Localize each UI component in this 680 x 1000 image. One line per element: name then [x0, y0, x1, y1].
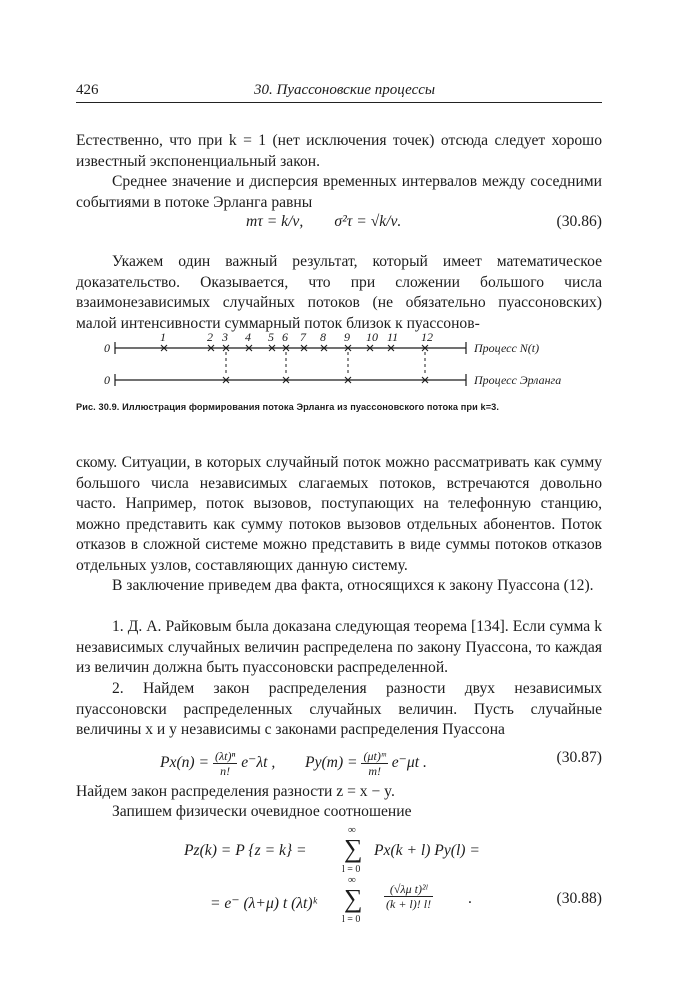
event-label-12: 12 — [421, 330, 433, 344]
sum-sign-2: ∑ — [344, 884, 363, 913]
equation-tag: (30.87) — [556, 749, 602, 766]
px-denominator: n! — [220, 764, 231, 778]
process-n-label: Процесс N(t) — [474, 341, 540, 355]
event-label-2: 2 — [207, 330, 213, 344]
paragraph-1: Естественно, что при k = 1 (нет исключения точек) отсюда следует хорошо известный экспоненциальный закон. — [76, 132, 602, 170]
paragraph-6: 1. Д. А. Райковым была доказана следующая теорема [134]. Если сумма k независимых случайных величин распределена по закону Пуассона, то каждая из величин должна быть пуассоновски распределенной. — [76, 618, 602, 676]
px-fraction — [213, 749, 237, 778]
event-label-3: 3 — [222, 330, 228, 344]
event-label-9: 9 — [344, 330, 350, 344]
py-lhs: Py(m) = — [305, 754, 358, 772]
event-label-11: 11 — [387, 330, 399, 344]
origin-label-bottom: 0 — [104, 373, 110, 387]
event-label-1: 1 — [160, 330, 166, 344]
eq-line2-numerator: (√λμ t)²ˡ — [384, 882, 433, 897]
paragraph-2: Среднее значение и дисперсия временных интервалов между соседними событиями в потоке Эрланга равны — [76, 173, 602, 211]
px-exponential: e⁻λt , — [241, 754, 276, 772]
event-label-6: 6 — [282, 330, 288, 344]
eq-line1-rhs: Px(k + l) Py(l) = — [374, 842, 480, 859]
eq-line2-end: . — [468, 890, 472, 907]
py-exponential: e⁻μt . — [391, 754, 427, 772]
sum-lower-limit: l = 0 — [342, 864, 361, 875]
paragraph-9: Запишем физически очевидное соотношение — [112, 803, 412, 820]
event-label-4: 4 — [245, 330, 251, 344]
running-title: 30. Пуассоновские процессы — [254, 82, 436, 98]
paragraph-8: Найдем закон распределения разности z = x − y. — [76, 783, 395, 800]
px-numerator: (λt)ⁿ — [214, 749, 236, 763]
erlang-process-label: Процесс Эрланга — [474, 373, 562, 387]
paragraph-4: скому. Ситуации, в которых случайный поток можно рассматривать как сумму большого числа независимых слагаемых потоков, встречаются довольно часто. Например, поток вызовов, поступающих на телефонную станцию, можно представить как сумму потоков вызовов отдельных абонентов. Поток отказов в сложной системе можно представить в виде суммы потоков отказов отдельных узлов, составляющих данную систему. — [76, 454, 602, 574]
paragraph-7: 2. Найдем закон распределения разности двух независимых пуассоновски распределенных случайных величин. Пусть случайные величины x и y независимы с законами распределения Пуассона — [76, 680, 602, 738]
origin-label-top: 0 — [104, 341, 110, 355]
px-lhs: Px(n) = — [160, 754, 210, 772]
event-label-5: 5 — [268, 330, 274, 344]
equation-30-88-line-2 — [76, 876, 602, 936]
event-label-10: 10 — [366, 330, 378, 344]
equation-30-88-line-1 — [76, 824, 602, 880]
py-denominator: m! — [368, 764, 381, 778]
figure-caption: Рис. 30.9. Иллюстрация формирования потока Эрланга из пуассоновского потока при k=3. — [76, 402, 500, 412]
equation-tag: (30.86) — [556, 213, 602, 230]
event-label-8: 8 — [320, 330, 326, 344]
equation-body: mτ = k/ν, σ²τ = √k/ν. — [246, 213, 402, 230]
event-label-7: 7 — [300, 330, 306, 344]
sum-upper-limit-2: ∞ — [348, 874, 356, 886]
eq-line1-lhs: Pz(k) = P {z = k} = — [184, 842, 307, 859]
page-number: 426 — [76, 82, 99, 98]
py-numerator: (μt)ᵐ — [363, 749, 386, 763]
eq-line2-fraction — [384, 882, 433, 911]
paragraph-5: В заключение приведем два факта, относящихся к закону Пуассона (12). — [112, 577, 594, 594]
sum-upper-limit: ∞ — [348, 824, 356, 836]
equation-30-87 — [76, 741, 602, 777]
paragraph-3: Укажем один важный результат, который имеет математическое доказательство. Оказывается, что при сложении большого числа взаимонезависимых случайных потоков (не обязательно пуассоновских) малой интенсивности суммарный поток близок к пуассонов- — [76, 253, 602, 332]
py-fraction — [361, 749, 387, 778]
eq-line2-lhs: = e⁻ (λ+μ) t (λt)ᵏ — [210, 895, 317, 912]
eq-line2-denominator: (k + l)! l! — [386, 897, 432, 911]
sum-lower-limit-2: l = 0 — [342, 914, 361, 925]
sum-sign: ∑ — [344, 834, 363, 863]
equation-tag: (30.88) — [556, 890, 602, 907]
